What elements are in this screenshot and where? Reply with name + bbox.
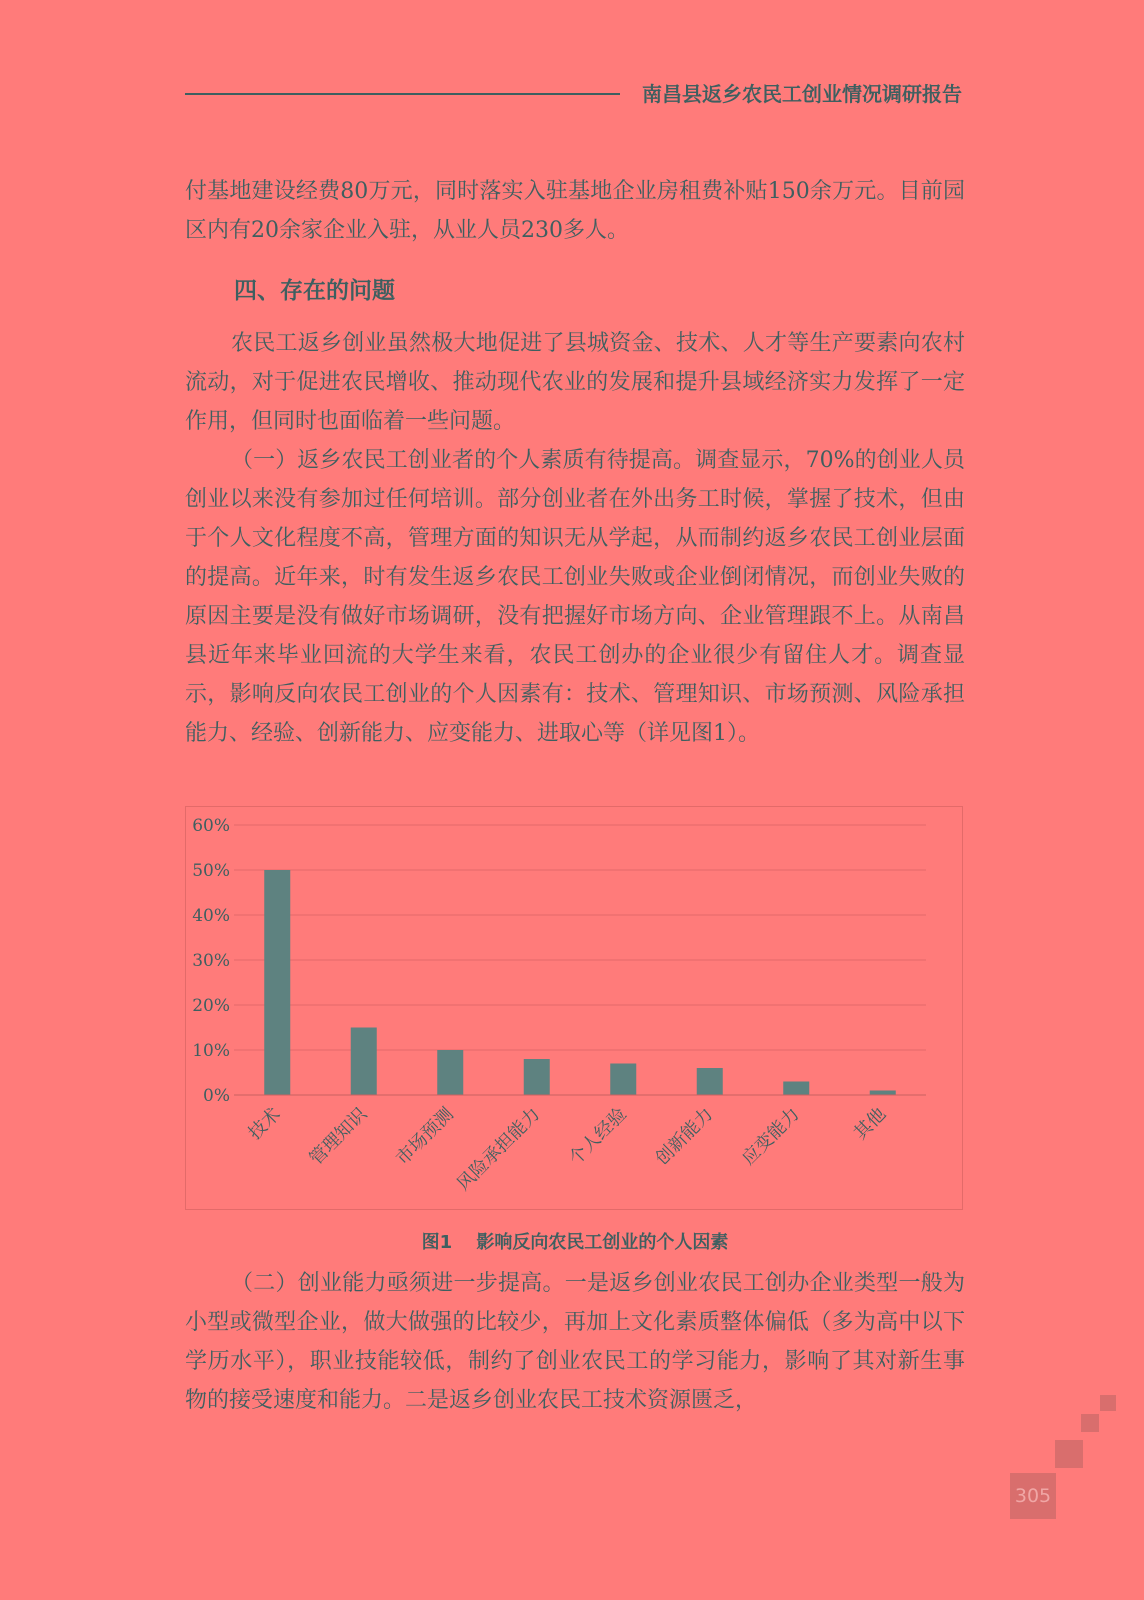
y-tick-label: 30% (192, 951, 230, 971)
y-tick-label: 0% (203, 1086, 230, 1106)
y-tick-label: 20% (192, 996, 230, 1016)
running-header-title: 南昌县返乡农民工创业情况调研报告 (642, 82, 962, 106)
bar (610, 1064, 636, 1096)
x-tick-label: 其他 (849, 1103, 891, 1144)
bar (437, 1050, 463, 1095)
header-rule (185, 93, 620, 95)
bar (264, 870, 290, 1095)
figure-number: 图1 (421, 1232, 453, 1253)
paragraph-ability: （二）创业能力亟须进一步提高。一是返乡创业农民工创办企业类型一般为小型或微型企业，做大做强的比较少，再加上文化素质整体偏低（多为高中以下学历水平），职业技能较低，制约了创业农民工的学习能力，影响了其对新生事物的接受速度和能力。二是返乡创业农民工技术资源匮乏， (185, 1271, 965, 1413)
bar (524, 1059, 550, 1095)
bar (783, 1082, 809, 1096)
decorative-square (1100, 1395, 1116, 1411)
y-tick-label: 60% (192, 816, 230, 836)
paragraph-personal-quality: （一）返乡农民工创业者的个人素质有待提高。调查显示，70%的创业人员创业以来没有参加过任何培训。部分创业者在外出务工时候，掌握了技术，但由于个人文化程度不高，管理方面的知识无从学起，从而制约返乡农民工创业层面的提高。近年来，时有发生返乡农民工创业失败或企业倒闭情况，而创业失败的原因主要是没有做好市场调研，没有把握好市场方向、企业管理跟不上。从南昌县近年来毕业回流的大学生来看，农民工创办的企业很少有留住人才。调查显示，影响反向农民工创业的个人因素有：技术、管理知识、市场预测、风险承担能力、经验、创新能力、应变能力、进取心等（详见图1）。 (185, 448, 965, 746)
bar-chart-svg (186, 807, 964, 1211)
paragraph-intro: 付基地建设经费80万元，同时落实入驻基地企业房租费补贴150余万元。目前园区内有20余家企业入驻，从业人员230多人。 (185, 179, 965, 243)
y-tick-label: 40% (192, 906, 230, 926)
decorative-square (1081, 1414, 1099, 1432)
bar (870, 1091, 896, 1096)
x-tick-label: 市场预测 (392, 1103, 458, 1170)
y-tick-label: 50% (192, 861, 230, 881)
bar-chart (185, 806, 963, 1210)
x-tick-label: 管理知识 (305, 1103, 372, 1170)
x-tick-label: 应变能力 (738, 1103, 804, 1170)
decorative-square (1055, 1440, 1083, 1468)
y-tick-label: 10% (192, 1041, 230, 1061)
x-tick-label: 技术 (244, 1103, 285, 1144)
section-heading: 四、存在的问题 (234, 278, 395, 304)
x-tick-label: 个人经验 (565, 1103, 631, 1170)
paragraph-problems-intro: 农民工返乡创业虽然极大地促进了县城资金、技术、人才等生产要素向农村流动，对于促进农民增收、推动现代农业的发展和提升县域经济实力发挥了一定作用，但同时也面临着一些问题。 (185, 331, 965, 434)
page-number: 305 (1010, 1473, 1056, 1519)
bar (697, 1068, 723, 1095)
figure-caption (185, 1228, 965, 1254)
bar (351, 1028, 377, 1096)
x-tick-label: 风险承担能力 (453, 1103, 545, 1195)
x-tick-label: 创新能力 (651, 1103, 718, 1170)
figure-caption-text: 影响反向农民工创业的个人因素 (476, 1232, 729, 1253)
